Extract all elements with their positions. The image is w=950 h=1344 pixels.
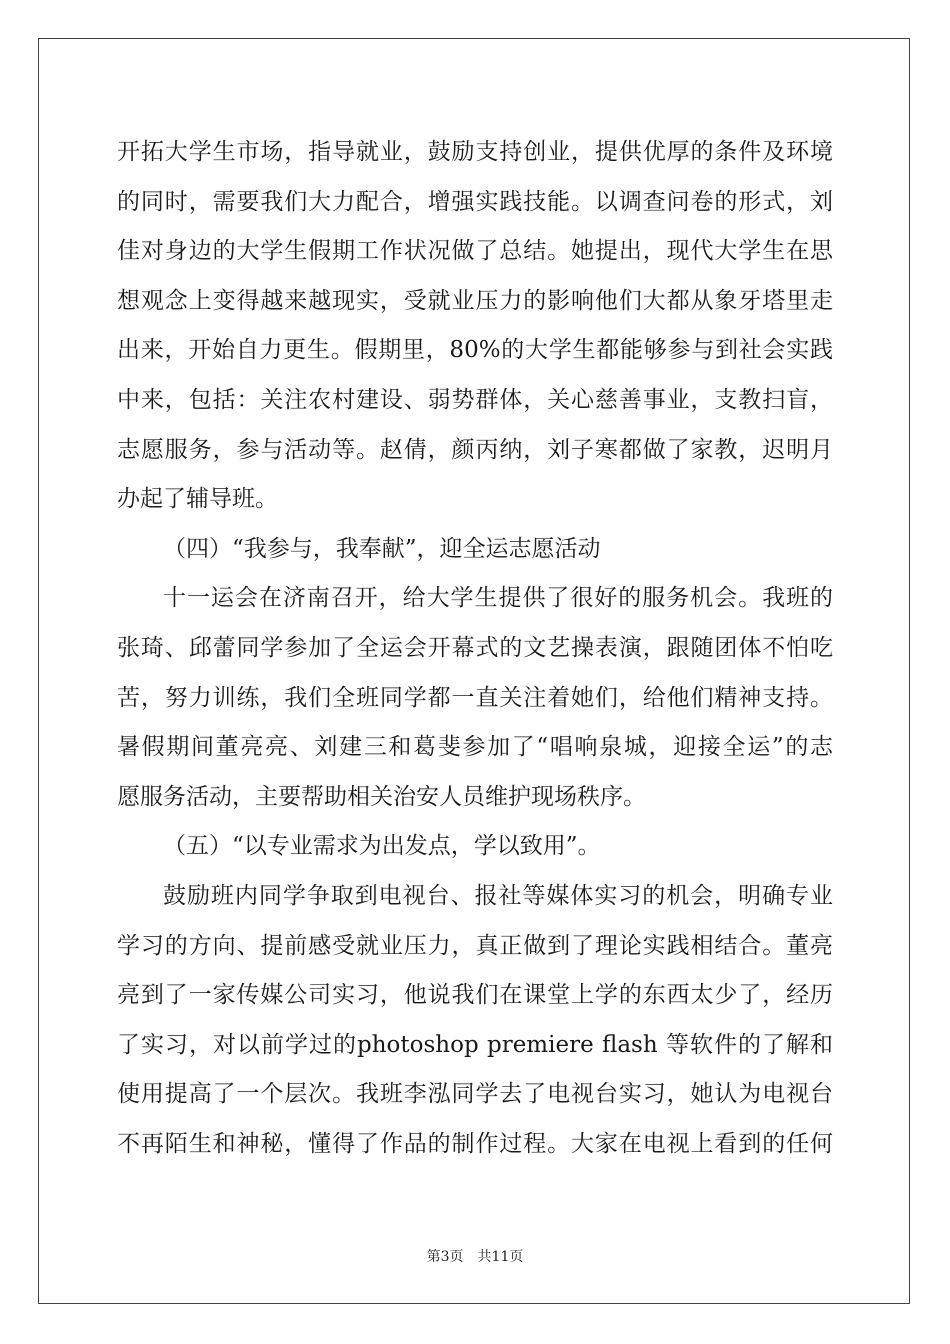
text-line: 中来，包括：关注农村建设、弱势群体，关心慈善事业，支教扫盲，	[117, 386, 833, 413]
text-line: 张琦、邱蕾同学参加了全运会开幕式的文艺操表演，跟随团体不怕吃	[117, 634, 833, 661]
text-line: （五）“以专业需求为出发点，学以致用”。	[163, 833, 601, 860]
text-line: 十一运会在济南召开，给大学生提供了很好的服务机会。我班的	[163, 585, 833, 612]
text-line: 使用提高了一个层次。我班李泓同学去了电视台实习，她认为电视台	[117, 1081, 833, 1108]
text-line: 佳对身边的大学生假期工作状况做了总结。她提出，现代大学生在思	[117, 238, 833, 265]
text-line: 暑假期间董亮亮、刘建三和葛斐参加了“唱响泉城，迎接全运”的志	[117, 734, 833, 761]
page-number: 第3页 共11页	[426, 1249, 524, 1265]
text-line: 出来，开始自力更生。假期里，80%的大学生都能够参与到社会实践	[117, 337, 833, 364]
text-line: 愿服务活动，主要帮助相关治安人员维护现场秩序。	[117, 783, 646, 810]
text-line: 想观念上变得越来越现实，受就业压力的影响他们大都从象牙塔里走	[117, 287, 833, 314]
text-line: 亮到了一家传媒公司实习，他说我们在课堂上学的东西太少了，经历	[117, 982, 833, 1009]
text-line: 学习的方向、提前感受就业压力，真正做到了理论实践相结合。董亮	[117, 932, 833, 959]
text-line: （四）“我参与，我奉献”，迎全运志愿活动	[163, 535, 601, 562]
text-line: 苦，努力训练，我们全班同学都一直关注着她们，给他们精神支持。	[117, 684, 833, 711]
text-line: 的同时，需要我们大力配合，增强实践技能。以调查问卷的形式，刘	[117, 188, 833, 215]
text-line: 鼓励班内同学争取到电视台、报社等媒体实习的机会，明确专业	[163, 882, 833, 909]
text-line: 了实习，对以前学过的photoshop premiere flash 等软件的了解和	[117, 1031, 833, 1058]
page-footer	[0, 1246, 950, 1266]
text-line: 开拓大学生市场，指导就业，鼓励支持创业，提供优厚的条件及环境	[117, 139, 833, 165]
text-line: 办起了辅导班。	[117, 486, 278, 513]
document-body	[117, 128, 833, 1169]
text-line: 不再陌生和神秘，懂得了作品的制作过程。大家在电视上看到的任何	[117, 1130, 833, 1157]
text-line: 志愿服务，参与活动等。赵倩，颜丙纳，刘子寒都做了家教，迟明月	[117, 436, 833, 463]
